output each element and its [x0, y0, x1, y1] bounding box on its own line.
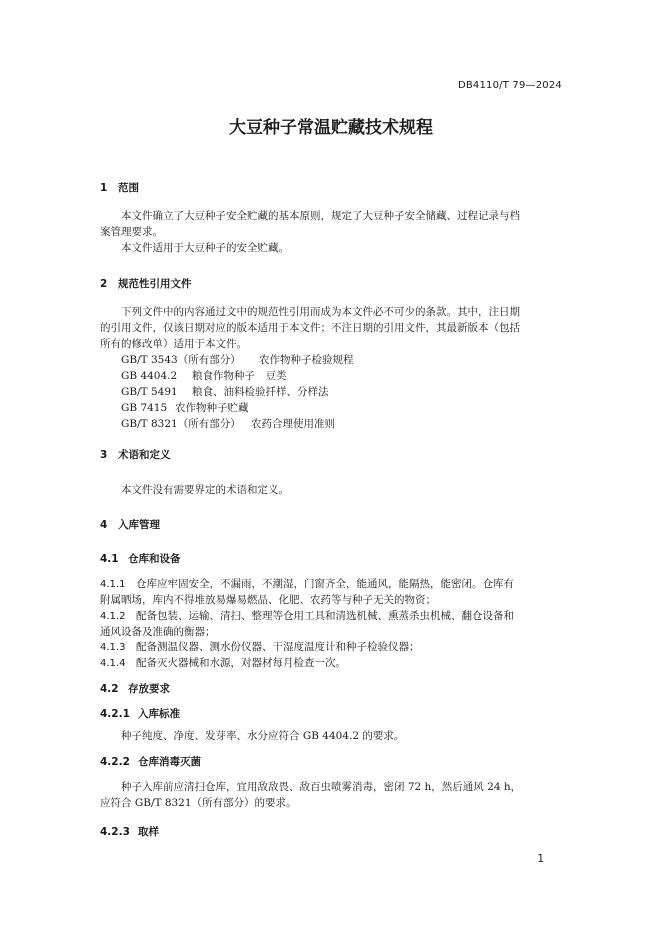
section-number: 2 [100, 278, 108, 290]
subsection-4-2-1-heading [100, 706, 180, 721]
section-number: 4 [100, 519, 108, 531]
clause-number: 4.1.1 [100, 579, 126, 590]
section-title: 范围 [118, 182, 139, 194]
standard-code: DB4110/T 79—2024 [457, 80, 562, 91]
clause-text: 配备包装、运输、清扫、整理等仓用工具和清选机械、熏蒸杀虫机械、翻仓设备和 [136, 610, 514, 622]
section-1-heading [100, 180, 139, 195]
subsection-4-2-3-heading [100, 824, 159, 839]
subsection-4-2-2-heading [100, 754, 201, 769]
section-2-heading [100, 276, 192, 291]
reference-item [121, 368, 287, 384]
paragraph-line: 附属晒场，库内不得堆放易爆易燃品、化肥、农药等与种子无关的物资； [100, 594, 436, 606]
section-title: 仓库消毒灭菌 [138, 756, 201, 768]
subsection-4-2-heading [100, 681, 170, 696]
reference-name: 粮食、油料检验扦样、分样法 [192, 386, 329, 398]
paragraph-line: 本文件确立了大豆种子安全贮藏的基本原则，规定了大豆种子安全储藏、过程记录与档 [121, 210, 520, 222]
reference-item [121, 384, 329, 400]
reference-item [121, 400, 249, 416]
reference-code: GB/T 3543（所有部分） [121, 354, 241, 366]
paragraph-line: 种子入库前应清扫仓库，宜用敌敌畏、敌百虫喷雾消毒，密闭 72 h，然后通风 24 h， [121, 781, 522, 793]
section-number: 4.2.2 [100, 756, 130, 768]
section-title: 仓库和设备 [128, 553, 181, 565]
clause-text: 配备测温仪器、测水份仪器、干湿度温度计和种子检验仪器； [136, 641, 420, 653]
paragraph-line: 本文件适用于大豆种子的安全贮藏。 [121, 242, 289, 254]
reference-name: 农药合理使用准则 [251, 418, 335, 430]
reference-code: GB/T 8321（所有部分） [121, 418, 241, 430]
paragraph-line: 下列文件中的内容通过文中的规范性引用而成为本文件必不可少的条款。其中，注日期 [121, 306, 520, 318]
reference-code: GB 4404.2 [121, 370, 178, 382]
paragraph-line: 案管理要求。 [100, 226, 163, 238]
reference-item [121, 416, 335, 432]
section-title: 取样 [138, 826, 159, 838]
document-title: 大豆种子常温贮藏技术规程 [229, 118, 433, 138]
reference-name: 农作物种子贮藏 [175, 402, 249, 414]
reference-name: 农作物种子检验规程 [259, 354, 354, 366]
clause-4-1-4 [100, 655, 346, 672]
clause-4-1-1 [100, 576, 514, 593]
section-number: 4.2.1 [100, 708, 130, 720]
paragraph-line: 的引用文件，仅该日期对应的版本适用于本文件；不注日期的引用文件，其最新版本（包括 [100, 322, 520, 334]
clause-4-1-3 [100, 639, 420, 656]
section-title: 存放要求 [128, 683, 170, 695]
clause-number: 4.1.2 [100, 611, 126, 622]
section-title: 术语和定义 [118, 449, 171, 461]
reference-code: GB 7415 [121, 402, 168, 414]
paragraph-line: 本文件没有需要界定的术语和定义。 [121, 484, 289, 496]
reference-name: 粮食作物种子 豆类 [192, 370, 287, 382]
section-title: 入库标准 [138, 708, 180, 720]
section-number: 3 [100, 449, 108, 461]
section-number: 4.1 [100, 553, 119, 565]
page-number: 1 [537, 853, 544, 865]
section-3-heading [100, 447, 171, 462]
clause-number: 4.1.3 [100, 642, 126, 653]
section-number: 1 [100, 182, 108, 194]
reference-code: GB/T 5491 [121, 386, 178, 398]
section-number: 4.2 [100, 683, 119, 695]
section-number: 4.2.3 [100, 826, 130, 838]
paragraph-line: 应符合 GB/T 8321（所有部分）的要求。 [100, 797, 297, 809]
clause-text: 仓库应牢固安全，不漏雨，不潮湿，门窗齐全，能通风，能隔热，能密闭。仓库有 [136, 578, 514, 590]
section-title: 入库管理 [118, 519, 160, 531]
section-4-heading [100, 517, 160, 532]
subsection-4-1-heading [100, 551, 181, 566]
clause-4-1-2 [100, 608, 514, 625]
paragraph-line: 所有的修改单）适用于本文件。 [100, 338, 247, 350]
clause-number: 4.1.4 [100, 658, 126, 669]
paragraph-line: 种子纯度、净度、发芽率、水分应符合 GB 4404.2 的要求。 [121, 730, 405, 742]
section-title: 规范性引用文件 [118, 278, 192, 290]
clause-text: 配备灭火器械和水源，对器材每月检查一次。 [136, 657, 346, 669]
reference-item [121, 352, 354, 368]
paragraph-line: 通风设备及准确的衡器； [100, 626, 216, 638]
